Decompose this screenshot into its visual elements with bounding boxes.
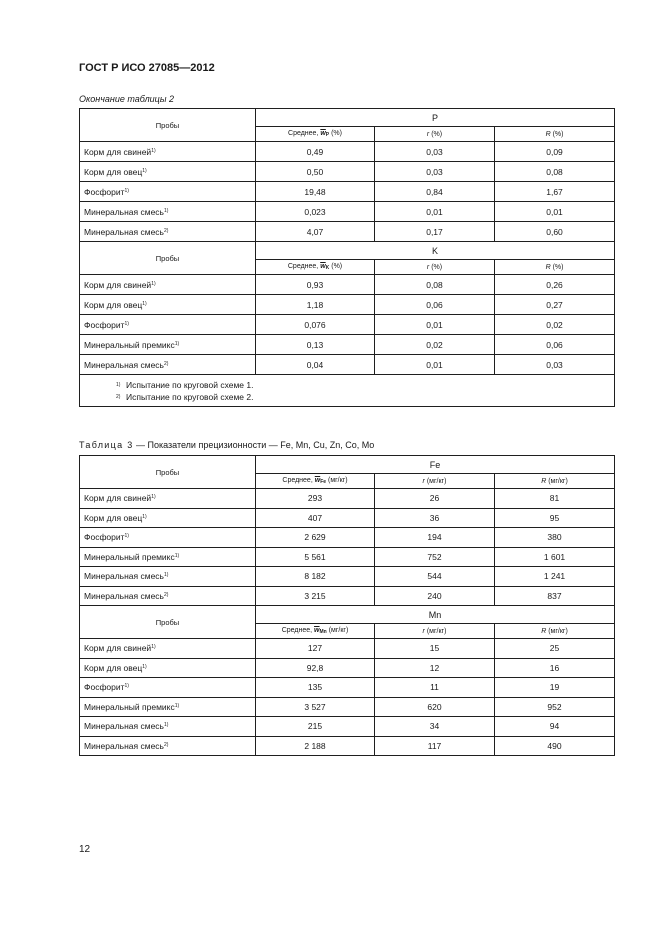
R-value: 380 [495, 528, 615, 548]
R-value: 0,02 [495, 315, 615, 335]
r-unit: (%) [431, 130, 443, 138]
sample-name: Минеральная смесь [84, 740, 164, 751]
sample-name: Минеральная смесь [84, 206, 164, 217]
sample-name: Минеральная смесь [84, 571, 164, 582]
probes-header: Пробы [80, 242, 256, 275]
note-mark: 1) [116, 382, 121, 388]
footnote-mark: 1) [174, 340, 180, 347]
sample-name-cell [80, 335, 256, 355]
sample-name-cell [80, 508, 256, 528]
footnote-mark: 1) [124, 533, 129, 540]
note-text: Испытание по круговой схеме 1. [126, 380, 254, 390]
R-unit: (%) [552, 130, 564, 138]
mean-label: Среднее, [288, 130, 319, 137]
mean-value: 3 527 [256, 697, 375, 717]
note-line [116, 379, 614, 391]
r-symbol: r [422, 627, 425, 635]
footnote-mark: 1) [174, 552, 180, 559]
R-value: 1,67 [495, 182, 615, 202]
R-value: 952 [495, 697, 615, 717]
footnote-mark: 1) [163, 572, 169, 579]
table-2 [79, 108, 615, 407]
sample-name-cell [80, 717, 256, 737]
r-value: 194 [375, 528, 495, 548]
probes-header: Пробы [80, 109, 256, 142]
sample-name: Корм для свиней [84, 146, 152, 157]
R-value: 25 [495, 639, 615, 659]
table-row [80, 355, 615, 375]
sample-name-cell [80, 736, 256, 756]
sample-name: Фосфорит [84, 319, 125, 330]
r-symbol: r [422, 477, 425, 485]
mean-symbol: $\overline{w}$ [320, 130, 326, 137]
footnote-mark: 1) [151, 644, 156, 651]
table3-caption [79, 440, 374, 450]
sample-name: Корм для овец [84, 512, 143, 523]
R-unit: (%) [552, 263, 564, 271]
mean-value: 215 [256, 717, 375, 737]
probes-header: Пробы [80, 606, 256, 639]
footnote-mark: 2) [163, 741, 169, 748]
repeatability-column-header [375, 624, 495, 639]
sample-name: Минеральный премикс [84, 339, 175, 350]
reproducibility-column-header [495, 624, 615, 639]
reproducibility-column-header [495, 474, 615, 489]
sample-name-cell [80, 658, 256, 678]
footnote-mark: 1) [163, 207, 169, 214]
mean-value: 0,93 [256, 275, 375, 295]
r-value: 117 [375, 736, 495, 756]
mean-symbol: $\overline{w}$ [314, 477, 321, 484]
r-value: 752 [375, 547, 495, 567]
R-value: 0,09 [495, 142, 615, 162]
R-value: 0,26 [495, 275, 615, 295]
r-value: 0,03 [375, 162, 495, 182]
mean-value: 2 629 [256, 528, 375, 548]
r-value: 0,17 [375, 222, 495, 242]
r-symbol: r [426, 130, 430, 138]
R-value: 0,60 [495, 222, 615, 242]
table-row [80, 697, 615, 717]
footnote-mark: 1) [124, 320, 129, 327]
r-unit: (мг/кг) [426, 627, 447, 635]
R-value: 0,01 [495, 202, 615, 222]
mean-subscript: K [325, 265, 330, 271]
footnote-mark: 1) [142, 300, 147, 307]
sample-name-cell [80, 202, 256, 222]
R-symbol: R [545, 263, 551, 271]
repeatability-column-header [375, 260, 495, 275]
repeatability-column-header [375, 474, 495, 489]
mean-value: 3 215 [256, 586, 375, 606]
r-value: 544 [375, 567, 495, 587]
repeatability-column-header [375, 127, 495, 142]
mean-subscript: P [325, 132, 330, 138]
footnote-mark: 1) [163, 722, 169, 729]
footnote-mark: 1) [151, 147, 156, 154]
sample-name: Минеральная смесь [84, 721, 164, 732]
table-row [80, 222, 615, 242]
r-value: 0,01 [375, 355, 495, 375]
table3-caption-text: — Показатели прецизионности — Fe, Mn, Cu, Zn, Co, Mo [133, 440, 375, 450]
R-value: 0,08 [495, 162, 615, 182]
footnote-mark: 1) [142, 663, 147, 670]
r-value: 0,06 [375, 295, 495, 315]
r-value: 620 [375, 697, 495, 717]
sample-name: Минеральный премикс [84, 551, 175, 562]
r-value: 34 [375, 717, 495, 737]
r-value: 0,84 [375, 182, 495, 202]
r-value: 0,01 [375, 202, 495, 222]
footnote-mark: 2) [163, 591, 169, 598]
mean-subscript: Fe [320, 479, 327, 485]
r-value: 240 [375, 586, 495, 606]
footnote-mark: 1) [174, 702, 180, 709]
mean-value: 8 182 [256, 567, 375, 587]
sample-name: Корм для овец [84, 166, 143, 177]
R-value: 0,27 [495, 295, 615, 315]
sample-name: Корм для овец [84, 662, 143, 673]
sample-name: Корм для свиней [84, 493, 152, 504]
mean-value: 0,50 [256, 162, 375, 182]
mean-label: Среднее, [281, 627, 313, 634]
table-row [80, 295, 615, 315]
R-value: 19 [495, 678, 615, 698]
footnote-mark: 1) [124, 683, 129, 690]
table-row [80, 736, 615, 756]
R-value: 0,06 [495, 335, 615, 355]
sample-name-cell [80, 275, 256, 295]
mean-label: Среднее, [287, 263, 319, 270]
table-row [80, 658, 615, 678]
footnote-mark: 1) [142, 513, 147, 520]
document-header: ГОСТ Р ИСО 27085—2012 [79, 62, 215, 74]
sample-name: Минеральная смесь [84, 226, 164, 237]
mean-unit: (%) [331, 263, 343, 270]
r-value: 0,02 [375, 335, 495, 355]
table2-caption: Окончание таблицы 2 [79, 94, 174, 104]
sample-name: Минеральная смесь [84, 359, 164, 370]
mean-value: 92,8 [256, 658, 375, 678]
table-row [80, 315, 615, 335]
R-value: 0,03 [495, 355, 615, 375]
r-value: 0,08 [375, 275, 495, 295]
sample-name-cell [80, 547, 256, 567]
mean-column-header [256, 127, 375, 142]
sample-name: Корм для свиней [84, 643, 152, 654]
table3-caption-label: Таблица 3 [79, 440, 134, 450]
footnote-mark: 2) [163, 227, 169, 234]
r-value: 36 [375, 508, 495, 528]
R-symbol: R [541, 627, 547, 635]
R-unit: (мг/кг) [548, 477, 568, 485]
element-header: Fe [256, 456, 615, 474]
mean-subscript: Mn [319, 629, 327, 635]
table-3 [79, 455, 615, 756]
table-row [80, 182, 615, 202]
sample-name-cell [80, 315, 256, 335]
sample-name: Корм для овец [84, 299, 143, 310]
mean-value: 0,023 [256, 202, 375, 222]
table-row [80, 162, 615, 182]
r-value: 15 [375, 639, 495, 659]
page-number: 12 [79, 844, 91, 855]
sample-name-cell [80, 586, 256, 606]
header-row [80, 606, 615, 624]
mean-label: Среднее, [282, 477, 313, 484]
R-value: 95 [495, 508, 615, 528]
sample-name: Фосфорит [84, 532, 125, 543]
mean-symbol: $\overline{w}$ [314, 627, 320, 634]
R-value: 490 [495, 736, 615, 756]
mean-value: 5 561 [256, 547, 375, 567]
R-value: 81 [495, 489, 615, 509]
table-notes [80, 375, 615, 407]
footnote-mark: 1) [142, 167, 147, 174]
R-symbol: R [545, 130, 551, 138]
table-row [80, 678, 615, 698]
sample-name-cell [80, 639, 256, 659]
sample-name-cell [80, 697, 256, 717]
sample-name: Минеральный премикс [84, 701, 175, 712]
sample-name: Фосфорит [84, 186, 125, 197]
header-row [80, 456, 615, 474]
sample-name: Минеральная смесь [84, 590, 164, 601]
table-row [80, 528, 615, 548]
sample-name: Корм для свиней [84, 279, 152, 290]
mean-value: 4,07 [256, 222, 375, 242]
r-value: 12 [375, 658, 495, 678]
reproducibility-column-header [495, 127, 615, 142]
mean-value: 293 [256, 489, 375, 509]
mean-value: 0,04 [256, 355, 375, 375]
R-unit: (мг/кг) [548, 627, 568, 635]
table-row [80, 142, 615, 162]
footnote-mark: 2) [163, 360, 169, 367]
table-row [80, 639, 615, 659]
reproducibility-column-header [495, 260, 615, 275]
table-row [80, 489, 615, 509]
mean-column-header [256, 474, 375, 489]
sample-name-cell [80, 678, 256, 698]
mean-value: 1,18 [256, 295, 375, 315]
r-value: 11 [375, 678, 495, 698]
header-row [80, 109, 615, 127]
r-value: 0,03 [375, 142, 495, 162]
table-row [80, 202, 615, 222]
sample-name-cell [80, 295, 256, 315]
mean-value: 127 [256, 639, 375, 659]
sample-name-cell [80, 489, 256, 509]
sample-name-cell [80, 222, 256, 242]
mean-value: 135 [256, 678, 375, 698]
mean-symbol: $\overline{w}$ [320, 263, 326, 270]
element-header: P [256, 109, 615, 127]
R-value: 94 [495, 717, 615, 737]
mean-value: 19,48 [256, 182, 375, 202]
note-line [116, 391, 614, 403]
footnote-mark: 1) [151, 280, 156, 287]
mean-value: 0,49 [256, 142, 375, 162]
table-row [80, 335, 615, 355]
table-row [80, 586, 615, 606]
footnote-mark: 1) [151, 494, 156, 501]
mean-unit: (мг/кг) [328, 627, 349, 634]
notes-row [80, 375, 615, 407]
sample-name-cell [80, 528, 256, 548]
r-value: 26 [375, 489, 495, 509]
probes-header: Пробы [80, 456, 256, 489]
table-row [80, 275, 615, 295]
R-value: 16 [495, 658, 615, 678]
table-row [80, 508, 615, 528]
sample-name-cell [80, 355, 256, 375]
R-value: 1 601 [495, 547, 615, 567]
mean-value: 2 188 [256, 736, 375, 756]
header-row [80, 242, 615, 260]
element-header: K [256, 242, 615, 260]
table-row [80, 567, 615, 587]
mean-column-header [256, 260, 375, 275]
mean-column-header [256, 624, 375, 639]
mean-unit: (мг/кг) [327, 477, 348, 484]
R-symbol: R [541, 477, 547, 485]
table-row [80, 547, 615, 567]
mean-unit: (%) [331, 130, 342, 137]
sample-name: Фосфорит [84, 682, 125, 693]
mean-value: 0,13 [256, 335, 375, 355]
R-value: 837 [495, 586, 615, 606]
sample-name-cell [80, 182, 256, 202]
r-value: 0,01 [375, 315, 495, 335]
mean-value: 407 [256, 508, 375, 528]
r-unit: (мг/кг) [426, 477, 447, 485]
R-value: 1 241 [495, 567, 615, 587]
r-unit: (%) [431, 263, 443, 271]
note-text: Испытание по круговой схеме 2. [126, 392, 254, 402]
note-mark: 2) [116, 394, 121, 400]
element-header: Mn [256, 606, 615, 624]
r-symbol: r [426, 263, 430, 271]
mean-value: 0,076 [256, 315, 375, 335]
footnote-mark: 1) [124, 187, 129, 194]
table-row [80, 717, 615, 737]
sample-name-cell [80, 162, 256, 182]
sample-name-cell [80, 142, 256, 162]
sample-name-cell [80, 567, 256, 587]
